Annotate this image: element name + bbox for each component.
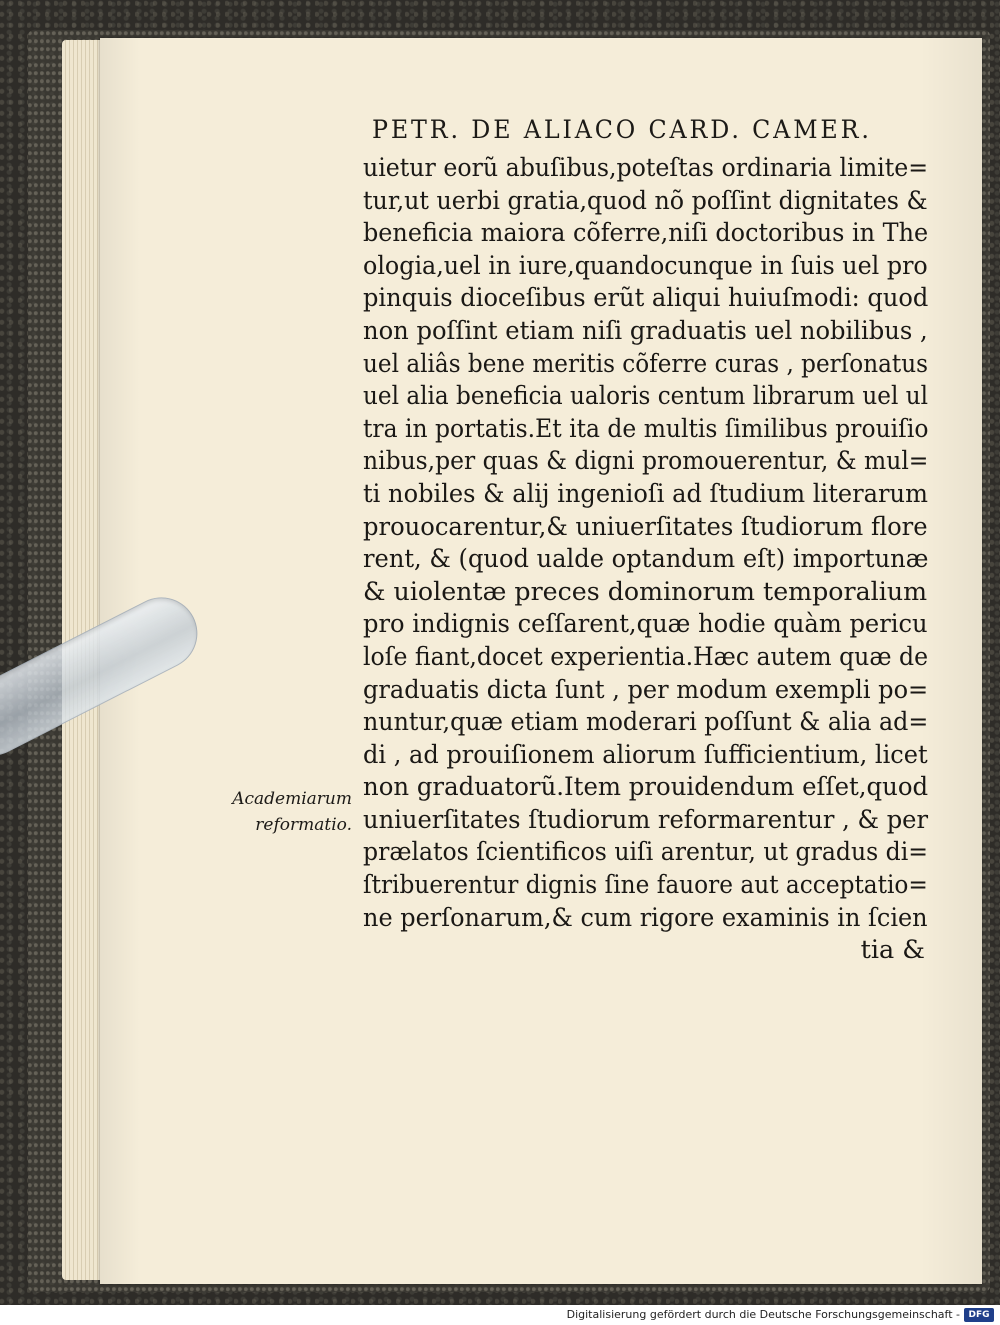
- text-line: & uiolentæ preces dominorum temporalium: [363, 576, 928, 607]
- text-line: tur,ut uerbi gratia,quod nõ poſſint dignitates &: [363, 185, 928, 216]
- text-line: uietur eorũ abuſibus,poteſtas ordinaria limite=: [363, 153, 929, 183]
- text-line: uel aliâs bene meritis cõferre curas , perſonatus: [363, 348, 928, 379]
- text-line: ſtribuerentur dignis ſine fauore aut acceptatio=: [363, 870, 928, 901]
- text-block: [363, 152, 933, 967]
- running-head: PETR. DE ALIACO CARD. CAMER.: [372, 115, 872, 144]
- footer: [0, 1305, 1000, 1325]
- text-line: ologia,uel in iure,quandocunque in ſuis uel pro: [363, 250, 928, 281]
- text-line: uel alia beneficia ualoris centum librarum uel ul: [363, 381, 928, 412]
- text-line: graduatis dicta ſunt , per modum exempli po=: [363, 674, 929, 705]
- text-line: loſe fiant,docet experientia.Hæc autem quæ de: [363, 641, 929, 672]
- text-line: rent, & (quod ualde optandum eſt) importunæ: [363, 544, 929, 575]
- text-line: tra in portatis.Et ita de multis ſimilibus prouiſio: [363, 413, 929, 444]
- marginal-note-line1: Academiarum: [232, 789, 352, 809]
- text-line: non poſſint etiam niſi graduatis uel nobilibus ,: [363, 315, 928, 346]
- marginal-note-line2: reformatio.: [255, 815, 352, 835]
- text-line: nibus,per quas & digni promouerentur, & mul=: [363, 446, 929, 477]
- dfg-logo-icon: DFG: [964, 1308, 994, 1322]
- text-line: prælatos ſcientificos uiſi arentur, ut gradus di=: [363, 837, 928, 868]
- text-line: prouocarentur,& uniuerſitates ſtudiorum flore: [363, 511, 928, 542]
- text-line: tia &: [860, 935, 925, 966]
- text-line: pro indignis ceſſarent,quæ hodie quàm pericu: [363, 609, 928, 640]
- text-line: beneficia maiora cõferre,niſi doctoribus in The: [363, 218, 929, 249]
- footer-credit: Digitalisierung gefördert durch die Deutsche Forschungsgemeinschaft -: [566, 1308, 960, 1321]
- text-line: pinquis dioceſibus erũt aliqui huiuſmodi: quod: [363, 283, 929, 314]
- text-line: uniuerſitates ſtudiorum reformarentur , & per: [363, 804, 929, 835]
- text-line: ne perſonarum,& cum rigore examinis in ſcien: [363, 902, 928, 933]
- text-line: ti nobiles & alij ingenioſi ad ſtudium literarum: [363, 478, 928, 509]
- text-line: di , ad prouiſionem aliorum ſufficientium, licet: [363, 739, 928, 770]
- text-line: nuntur,quæ etiam moderari poſſunt & alia ad=: [363, 707, 929, 738]
- text-line: non graduatorũ.Item prouidendum eſſet,quod: [363, 772, 929, 803]
